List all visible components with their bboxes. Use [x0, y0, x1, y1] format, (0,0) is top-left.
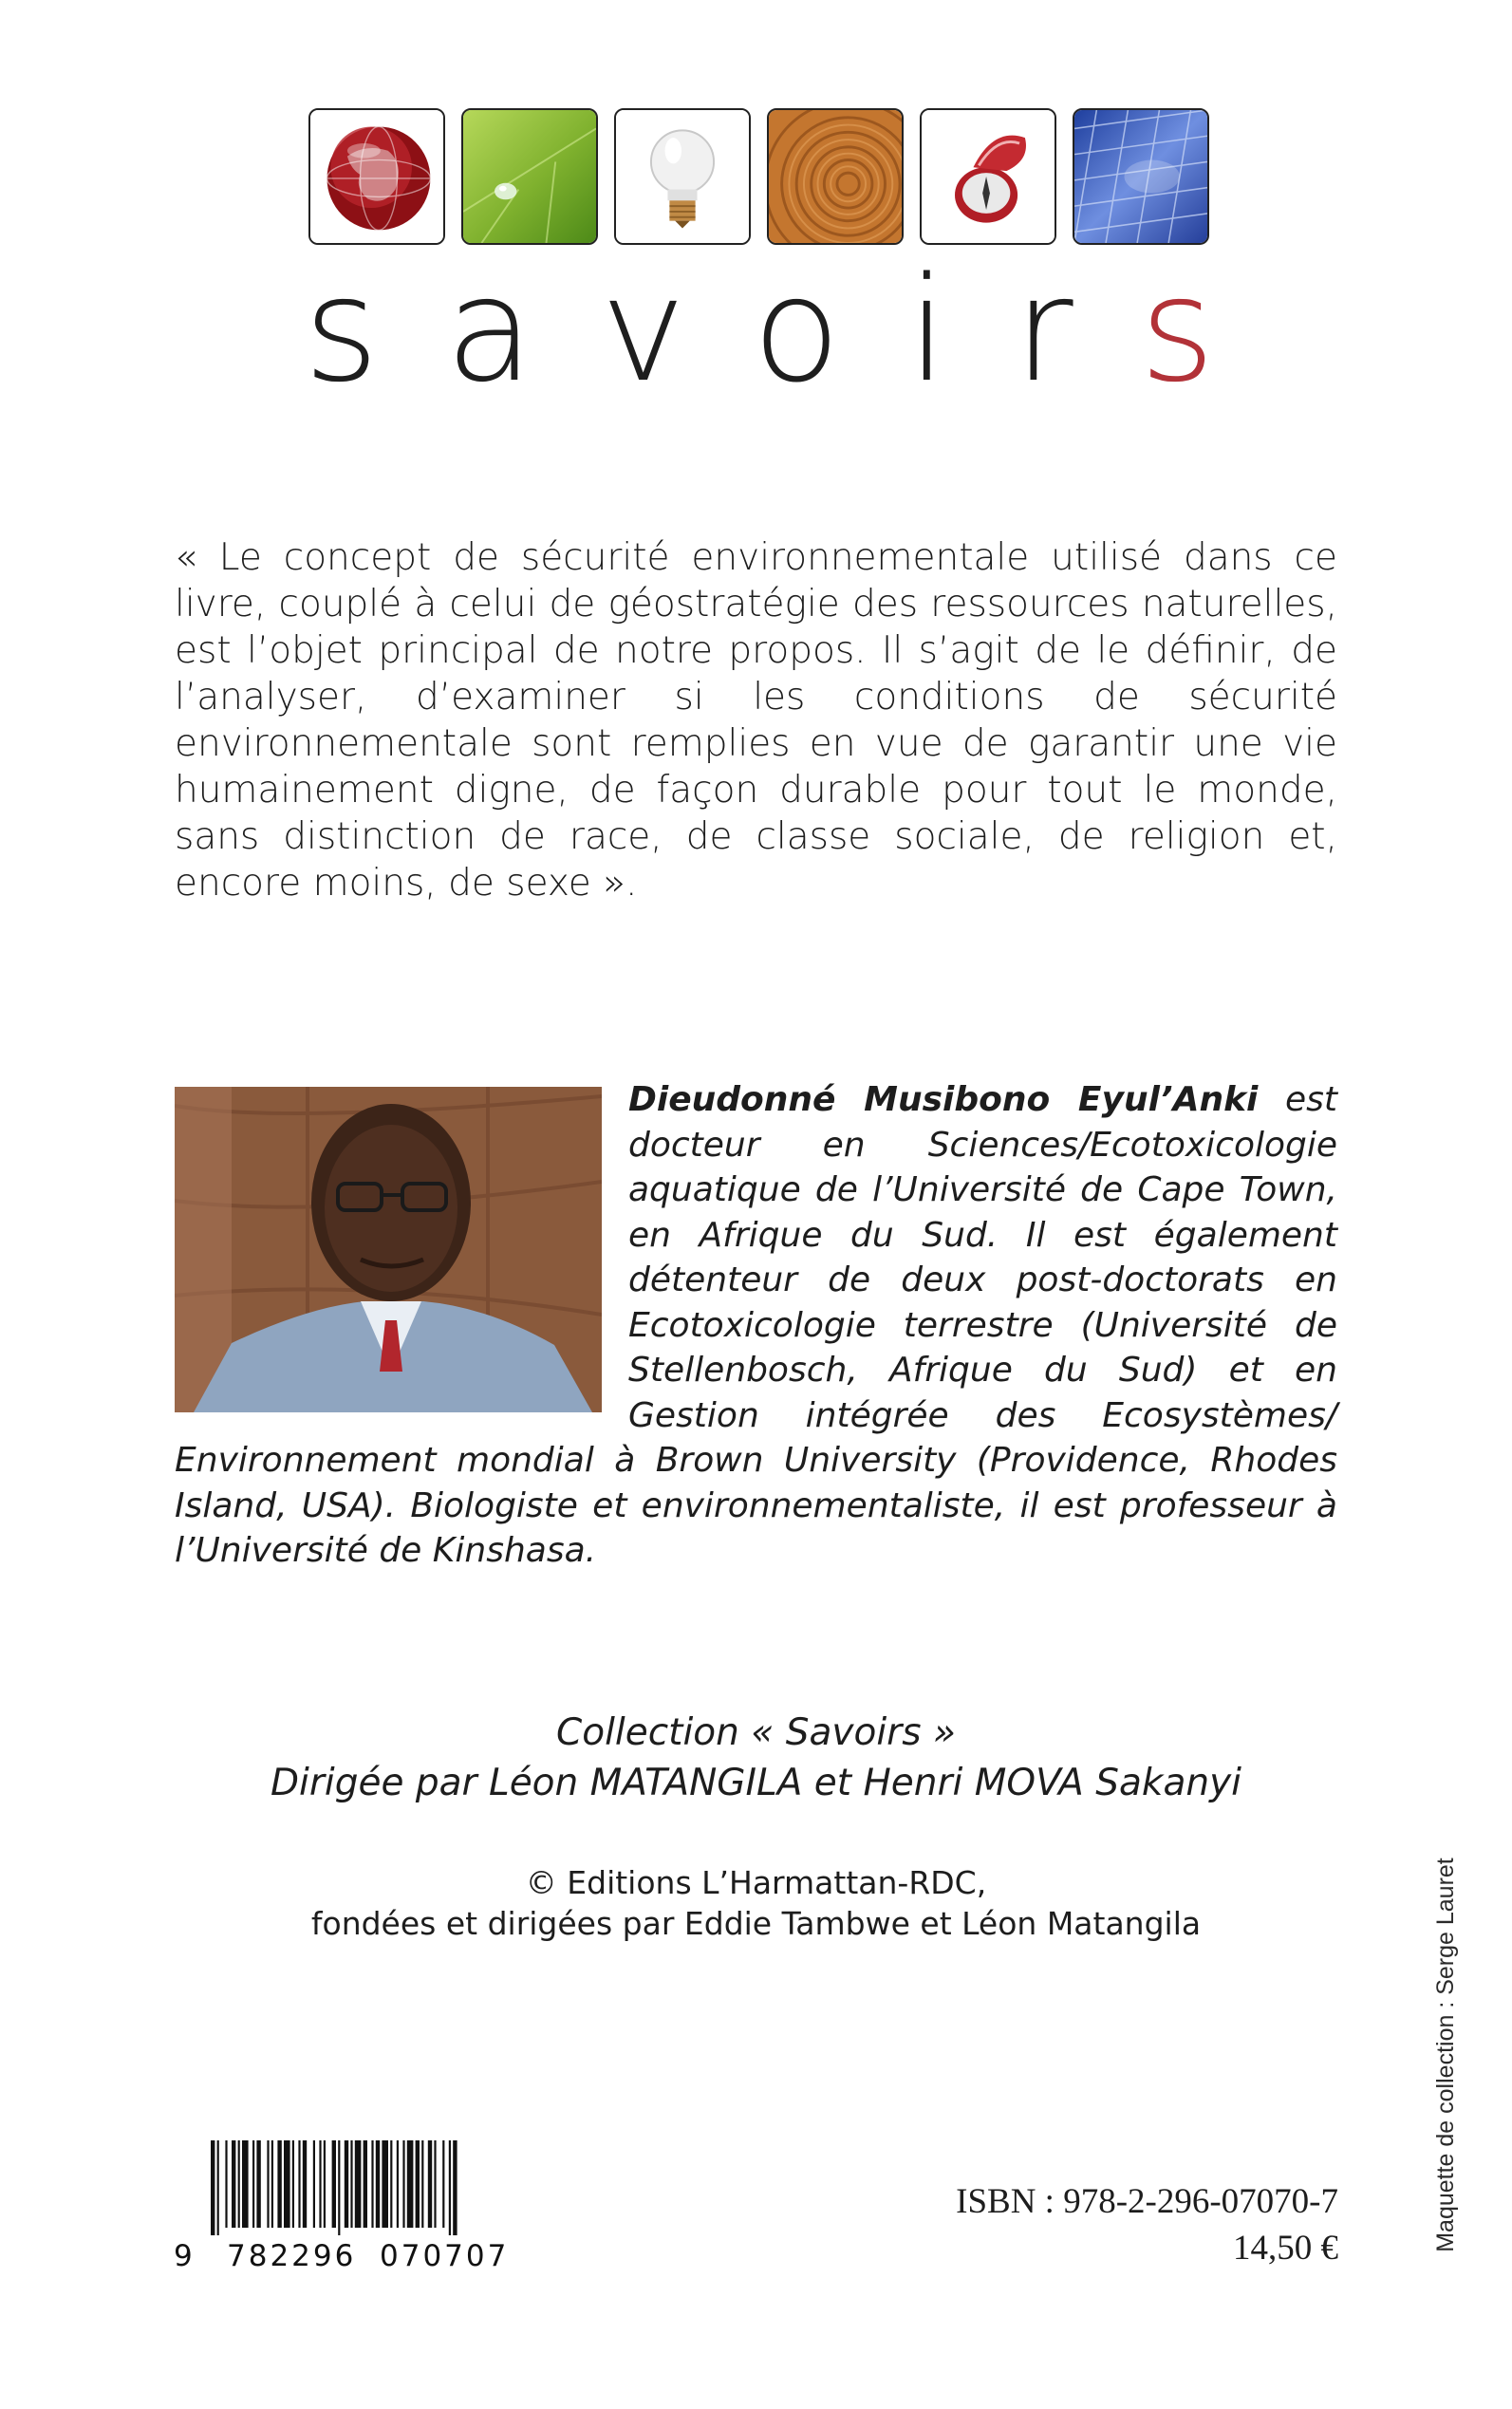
barcode-bar — [390, 2140, 392, 2228]
barcode-bar — [453, 2140, 457, 2235]
collection-title: Collection « Savoirs » — [555, 1711, 957, 1754]
barcode-bar — [416, 2140, 420, 2228]
price: 14,50 € — [1233, 2229, 1338, 2268]
tree-rings-icon — [767, 108, 904, 245]
barcode-bar — [364, 2140, 367, 2228]
barcode-bar — [242, 2140, 249, 2228]
barcode-bar — [350, 2140, 352, 2228]
barcode-bar — [303, 2140, 307, 2228]
solar-panel-icon — [1073, 108, 1209, 245]
barcode-bar — [382, 2140, 388, 2228]
series-icon-strip — [307, 108, 1208, 249]
barcode-bar — [232, 2140, 235, 2228]
light-bulb-icon — [614, 108, 751, 245]
author-section — [175, 1077, 1337, 1574]
barcode-bar — [355, 2140, 362, 2228]
barcode-bar — [298, 2140, 300, 2228]
barcode-bar — [271, 2140, 273, 2228]
barcode — [211, 2140, 533, 2235]
author-name: Dieudonné Musibono Eyul’Anki — [628, 1080, 1259, 1119]
barcode-bar — [292, 2140, 294, 2228]
wordmark-letter: i — [906, 246, 948, 414]
barcode-bar — [345, 2140, 348, 2228]
wordmark-letter: r — [1014, 246, 1073, 414]
barcode-bar — [434, 2140, 436, 2228]
barcode-bar — [284, 2140, 290, 2228]
barcode-bar — [277, 2140, 281, 2228]
barcode-first-digit: 9 — [174, 2239, 193, 2273]
barcode-bar — [211, 2140, 215, 2235]
barcode-bar — [376, 2140, 380, 2228]
barcode-bar — [449, 2140, 451, 2235]
wordmark-letter-accent: s — [1139, 246, 1215, 414]
barcode-bar — [313, 2140, 315, 2228]
barcode-bar — [332, 2140, 336, 2228]
barcode-group-left: 782296 — [227, 2239, 357, 2273]
compass-icon — [920, 108, 1056, 245]
barcode-bars — [211, 2140, 533, 2235]
barcode-bar — [407, 2140, 414, 2228]
barcode-bar — [319, 2140, 321, 2228]
layout-credit-text: Maquette de collection : Serge Lauret — [1432, 1858, 1459, 2252]
barcode-bar — [252, 2140, 254, 2228]
globe-icon — [308, 108, 445, 245]
author-bio-text: est docteur en Sciences/Ecotoxicologie aquatique de l’Université de Cape Town, en Afrique du Sud. Il est également détenteur de deux post-doctorats en Ecotoxicologie terrestre (Université de Stellenbosch, Afrique du Sud) et en Gestion intégrée des Ecosystèmes/ Environnement mondial à Brown University (Providence, Rhodes Island, USA). Biologiste et environnementaliste, il est professeur à l’Université de Kinshasa. — [175, 1080, 1337, 1570]
barcode-bar — [442, 2140, 444, 2228]
wordmark-letter: a — [445, 246, 534, 414]
barcode-bar — [256, 2140, 260, 2228]
publisher-copyright: © Editions L’Harmattan-RDC, — [525, 1864, 987, 1901]
barcode-bar — [428, 2140, 432, 2228]
wordmark-letter: s — [304, 246, 380, 414]
wordmark-letter: v — [600, 246, 686, 414]
barcode-digits — [174, 2237, 534, 2275]
barcode-bar — [324, 2140, 326, 2228]
barcode-bar — [238, 2140, 240, 2228]
barcode-bar — [338, 2140, 340, 2235]
wordmark-letter: o — [752, 246, 841, 414]
author-portrait — [175, 1087, 602, 1412]
collection-directors: Dirigée par Léon MATANGILA et Henri MOVA Sakanyi — [271, 1762, 1241, 1804]
barcode-bar — [267, 2140, 269, 2228]
barcode-group-right: 070707 — [380, 2239, 510, 2273]
barcode-bar — [225, 2140, 227, 2228]
barcode-bar — [402, 2140, 404, 2228]
isbn: ISBN : 978-2-296-07070-7 — [956, 2182, 1338, 2221]
barcode-bar — [217, 2140, 219, 2235]
publisher-founders: fondées et dirigées par Eddie Tambwe et Léon Matangila — [310, 1905, 1202, 1942]
barcode-bar — [371, 2140, 373, 2228]
barcode-bar — [421, 2140, 423, 2228]
barcode-bar — [397, 2140, 399, 2228]
back-cover-blurb: « Le concept de sécurité environnementale utilisé dans ce livre, couplé à celui de géostratégie des ressources naturelles, est l’objet principal de notre propos. Il s’agit de le définir, de l’analyser, d’examiner si les conditions de sécurité environnementale sont remplies en vue de garantir une vie humainement digne, de façon durable pour tout le monde, sans distinction de race, de classe sociale, de religion et, encore moins, de sexe ». — [175, 536, 1337, 905]
leaf-droplet-icon — [461, 108, 598, 245]
series-wordmark — [304, 245, 1215, 416]
